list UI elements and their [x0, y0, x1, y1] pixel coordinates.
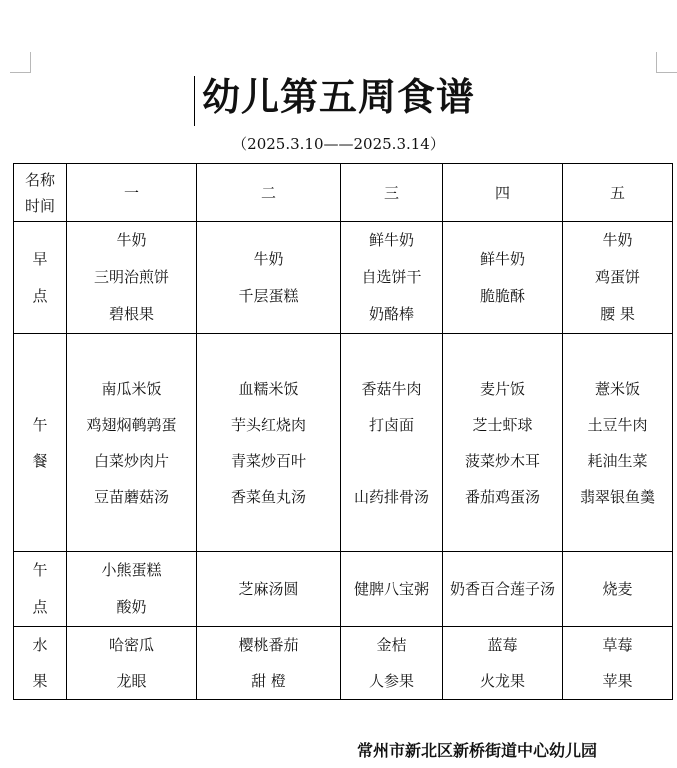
corner-label-time: 时间: [24, 196, 55, 215]
lunch-dish: 薏米饭: [594, 379, 640, 398]
fruit-dish: 哈密瓜: [108, 636, 154, 654]
breakfast-dish: 腰 果: [600, 305, 635, 323]
fruit-dish: 樱桃番茄: [238, 636, 299, 654]
breakfast-cell-day-4: [443, 222, 563, 334]
lunch-cell-day-3: [341, 334, 443, 552]
breakfast-dish: 鸡蛋饼: [594, 268, 640, 286]
snack-dish: 烧麦: [602, 579, 633, 598]
fruit-cell-day-4: [443, 627, 563, 700]
breakfast-dish: 牛奶: [253, 249, 284, 268]
lunch-dish: 芋头红烧肉: [230, 415, 306, 434]
snack-label-char-2: 点: [32, 598, 48, 616]
lunch-cell-day-1: [67, 334, 197, 552]
day-header-1: 一: [67, 164, 197, 222]
snack-row: [14, 552, 673, 627]
snack-dish: 酸奶: [116, 598, 147, 616]
corner-label-name: 名称: [24, 170, 55, 189]
snack-cell-day-3: [341, 552, 443, 627]
snack-cell-day-2: [197, 552, 341, 627]
fruit-dish: 苹果: [602, 672, 633, 690]
fruit-dish: 人参果: [368, 672, 414, 690]
breakfast-cell-day-2: [197, 222, 341, 334]
lunch-dish: 打卤面: [368, 415, 414, 434]
lunch-dish: 香菇牛肉: [361, 379, 422, 398]
breakfast-dish: 三明治煎饼: [93, 268, 169, 286]
lunch-label-char-1: 午: [32, 415, 48, 434]
page-title: 幼儿第五周食谱: [201, 75, 475, 119]
lunch-dish: 青菜炒百叶: [230, 451, 306, 470]
text-cursor: [194, 76, 195, 126]
breakfast-dish: 碧根果: [108, 305, 154, 323]
lunch-dish: 香菜鱼丸汤: [230, 487, 306, 506]
lunch-dish: 山药排骨汤: [353, 487, 429, 506]
breakfast-dish: 自选饼干: [361, 268, 422, 286]
breakfast-dish: 脆脆酥: [479, 286, 525, 305]
lunch-dish: 菠菜炒木耳: [464, 451, 540, 470]
breakfast-dish: 牛奶: [602, 231, 633, 249]
kindergarten-name: 常州市新北区新桥街道中心幼儿园: [357, 741, 598, 760]
snack-dish: 健脾八宝粥: [353, 579, 429, 598]
lunch-dish: 白菜炒肉片: [93, 451, 169, 470]
snack-label-cell: [14, 552, 67, 627]
lunch-dish: 豆苗蘑菇汤: [93, 487, 169, 506]
lunch-dish: 翡翠银鱼羹: [579, 487, 655, 506]
lunch-dish: 芝士虾球: [472, 415, 533, 434]
fruit-cell-day-2: [197, 627, 341, 700]
fruit-label-cell: [14, 627, 67, 700]
breakfast-label-char-1: 早: [32, 249, 48, 268]
fruit-row: [14, 627, 673, 700]
lunch-dish: [389, 443, 394, 479]
day-header-2: 二: [197, 164, 341, 222]
breakfast-dish: 奶酪棒: [368, 305, 414, 323]
snack-cell-day-4: [443, 552, 563, 627]
header-row: [14, 164, 673, 222]
fruit-cell-day-1: [67, 627, 197, 700]
lunch-cell-day-5: [563, 334, 673, 552]
breakfast-label-cell: [14, 222, 67, 334]
snack-dish: 奶香百合莲子汤: [449, 579, 555, 598]
lunch-dish: 血糯米饭: [238, 379, 299, 398]
breakfast-dish: 牛奶: [116, 231, 147, 249]
fruit-cell-day-5: [563, 627, 673, 700]
lunch-cell-day-2: [197, 334, 341, 552]
fruit-dish: 金桔: [376, 636, 407, 654]
breakfast-dish: 鲜牛奶: [479, 249, 525, 268]
lunch-dish: 番茄鸡蛋汤: [464, 487, 540, 506]
fruit-dish: 龙眼: [116, 672, 147, 690]
lunch-dish: 南瓜米饭: [101, 379, 162, 398]
breakfast-dish: 千层蛋糕: [238, 286, 299, 305]
breakfast-row: [14, 222, 673, 334]
lunch-dish: 耗油生菜: [587, 451, 648, 470]
day-header-3: 三: [341, 164, 443, 222]
breakfast-cell-day-5: [563, 222, 673, 334]
snack-dish: 芝麻汤圆: [238, 579, 299, 598]
snack-cell-day-5: [563, 552, 673, 627]
lunch-cell-day-4: [443, 334, 563, 552]
fruit-label-char-2: 果: [32, 672, 48, 690]
menu-table: [13, 163, 673, 700]
day-header-4: 四: [443, 164, 563, 222]
fruit-label-char-1: 水: [32, 636, 48, 654]
page-corner-mark-right: [656, 52, 677, 73]
lunch-label-char-2: 餐: [32, 451, 48, 470]
snack-dish: 小熊蛋糕: [101, 561, 162, 579]
snack-cell-day-1: [67, 552, 197, 627]
lunch-dish: 麦片饭: [479, 379, 525, 398]
fruit-dish: 草莓: [602, 636, 633, 654]
breakfast-dish: 鲜牛奶: [368, 231, 414, 249]
page-corner-mark-left: [10, 52, 31, 73]
lunch-dish: 土豆牛肉: [587, 415, 648, 434]
breakfast-cell-day-3: [341, 222, 443, 334]
fruit-dish: 甜 橙: [251, 672, 286, 690]
date-range: （2025.3.10——2025.3.14）: [232, 135, 445, 153]
lunch-row: [14, 334, 673, 552]
fruit-cell-day-3: [341, 627, 443, 700]
breakfast-cell-day-1: [67, 222, 197, 334]
breakfast-label-char-2: 点: [32, 286, 48, 305]
day-header-5: 五: [563, 164, 673, 222]
snack-label-char-1: 午: [32, 561, 48, 579]
fruit-dish: 火龙果: [479, 672, 525, 690]
fruit-dish: 蓝莓: [487, 636, 518, 654]
corner-header-cell: [14, 164, 67, 222]
lunch-dish: 鸡翅焖鹌鹑蛋: [86, 415, 177, 434]
lunch-label-cell: [14, 334, 67, 552]
